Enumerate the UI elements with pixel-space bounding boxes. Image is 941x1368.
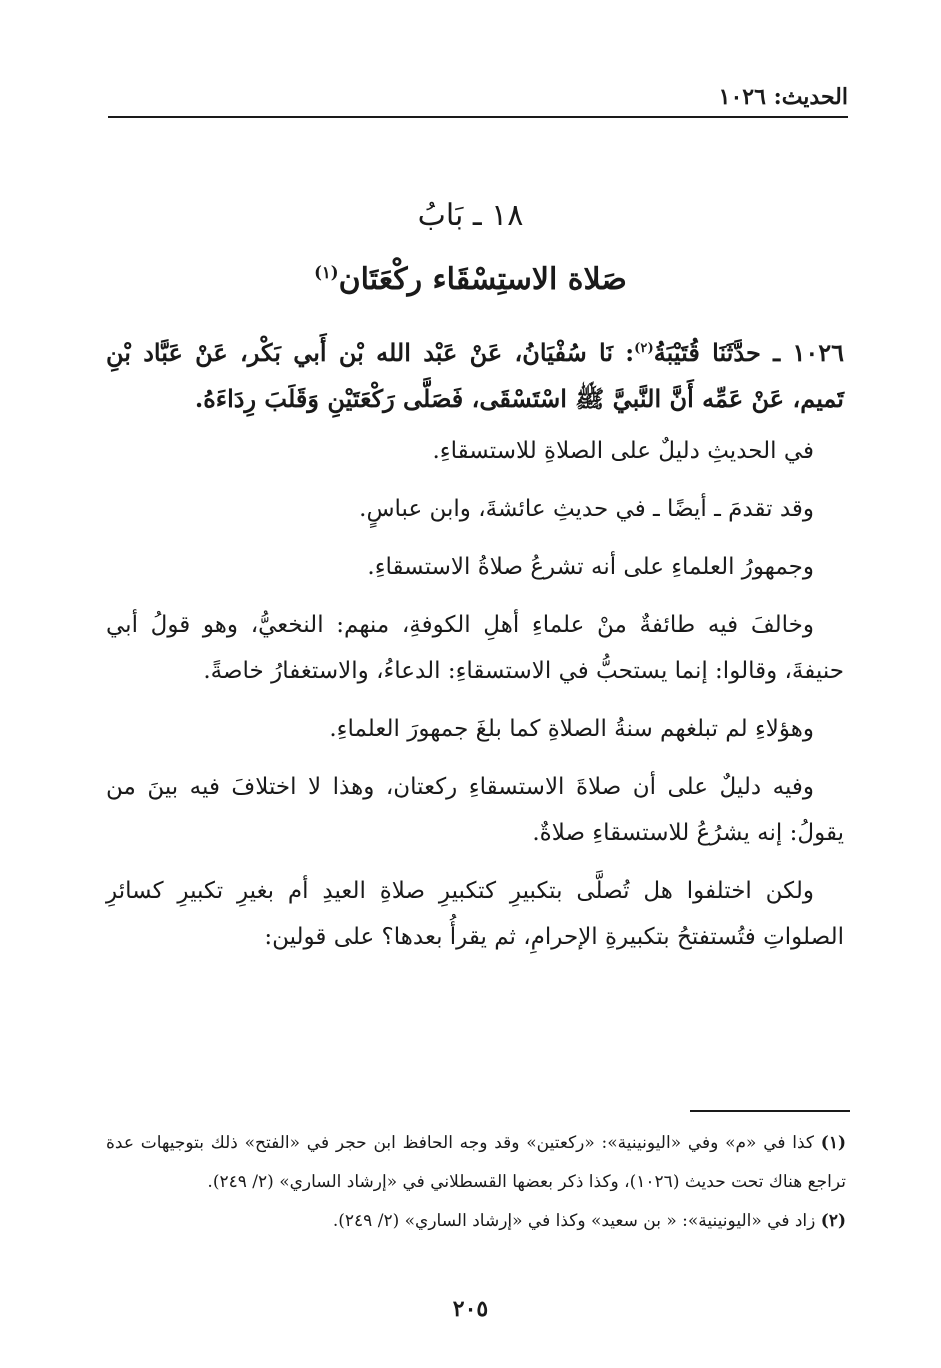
chapter-title-text: صَلاة الاستِسْقَاء ركْعَتَان — [338, 262, 627, 297]
running-title: الحديث: ١٠٢٦ — [718, 84, 848, 110]
page-number: ٢٠٥ — [452, 1296, 489, 1322]
footnote-divider — [690, 1110, 850, 1112]
main-text — [106, 326, 844, 972]
footnote-number: (٢) — [820, 1211, 846, 1231]
paragraph: وقد تقدمَ ـ أيضًا ـ في حديثِ عائشةَ، وابن عباسٍ. — [359, 496, 814, 522]
footnote-text: زاد في «اليونينية»: « بن سعيد» وكذا في «إرشاد الساري» (٢/ ٢٤٩). — [332, 1211, 816, 1231]
footnote — [106, 1124, 846, 1202]
chapter-number: ١٨ ـ بَابُ — [417, 198, 524, 233]
chapter-title — [0, 262, 941, 297]
paragraph: في الحديثِ دليلٌ على الصلاةِ للاستسقاءِ. — [432, 438, 814, 464]
paragraph: وجمهورُ العلماءِ على أنه تشرعُ صلاةُ الاستسقاءِ. — [367, 554, 814, 580]
footnote — [106, 1202, 846, 1241]
footnote-text: كذا في «م» وفي «اليونينية»: «ركعتين» وقد وجه الحافظ ابن حجر في «الفتح» ذلك بتوجيهات عدة تراجع هناك تحت حديث (١٠٢٦)، وكذا ذكر بعضها القسطلاني في «إرشاد الساري» (٢/ ٢٤٩). — [106, 1133, 846, 1192]
hadith-body: : نَا سُفْيَانُ، عَنْ عَبْد الله بْن أَبي بَكْر، عَنْ عَبَّاد بْنِ تَميم، عَنْ عَمِّه أَنَّ النَّبيَّ ﷺ اسْتَسْقَى، فَصَلَّى رَكْعَتَيْنِ وَقَلَبَ رِدَاءَهُ. — [106, 338, 844, 413]
paragraph: وخالفَ فيه طائفةٌ منْ علماءِ أهلِ الكوفةِ، منهم: النخعيُّ، وهو قولُ أبي حنيفةَ، وقالوا: إنما يستحبُّ في الاستسقاءِ: الدعاءُ، والاستغفارُ خاصةً. — [106, 612, 844, 684]
paragraph: وفيه دليلٌ على أن صلاةَ الاستسقاءِ ركعتان، وهذا لا اختلافَ فيه بينَ من يقولُ: إنه يشرُعُ للاستسقاءِ صلاةٌ. — [106, 774, 844, 846]
hadith-text — [106, 326, 844, 422]
paragraph: ولكن اختلفوا هل تُصلَّى بتكبيرِ كتكبيرِ صلاةِ العيدِ أم بغيرِ تكبيرِ كسائرِ الصلواتِ فتُستفتحُ بتكبيرةِ الإحرامِ، ثم يقرأُ بعدها؟ على قولين: — [106, 878, 844, 950]
running-header — [108, 84, 848, 118]
paragraph: وهؤلاءِ لم تبلغهم سنةُ الصلاةِ كما بلغَ جمهورَ العلماءِ. — [329, 716, 814, 742]
footnotes — [106, 1124, 846, 1241]
hadith-narrator: ١٠٢٦ ـ حدَّثَنَا قُتَيْبَةُ — [653, 338, 844, 367]
footnote-number: (١) — [820, 1133, 846, 1153]
footnote-marker: (٢) — [634, 341, 654, 356]
footnote-marker: (١) — [314, 263, 339, 282]
